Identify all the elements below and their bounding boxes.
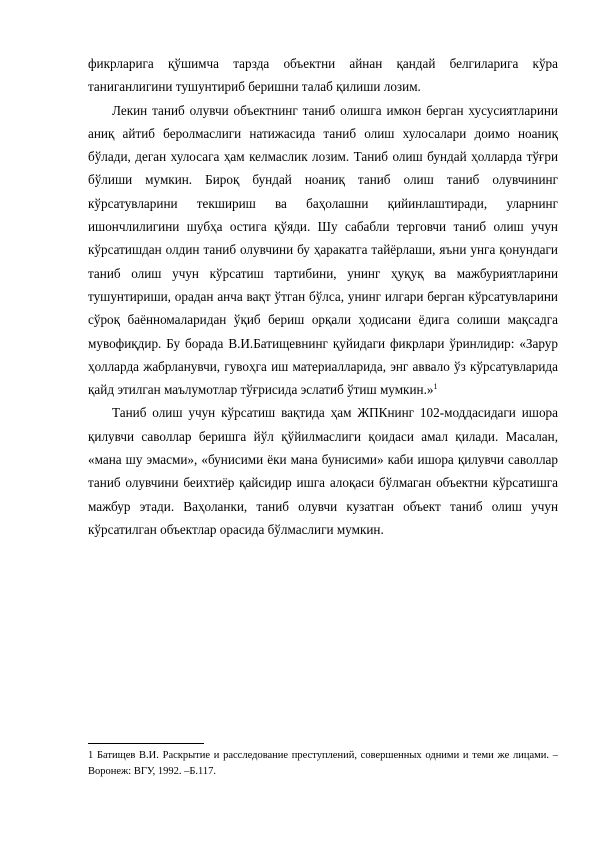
footnote-reference: 1 bbox=[433, 382, 438, 392]
footnote-number: 1 bbox=[88, 750, 94, 761]
paragraph-text: Лекин таниб олувчи объектнинг таниб олишга имкон берган хусусиятларини аниқ айтиб беролмаслиги натижасида таниб олиш хулосалари доимо ноаниқ бўлади, деган хулосага ҳам келмаслик лозим. Таниб олиш бундай ҳолларда тўғри бўлиши мумкин. Бироқ бундай ноаниқ таниб олиш таниб олувчининг кўрсатувларини текшириш ва баҳолашни қийинлаштиради, уларнинг ишончлилигини шубҳа остига қўяди. Шу сабабли терговчи таниб олиш учун кўрсатишдан олдин таниб олувчини бу ҳаракатга тайёрлаши, яъни унга қонундаги таниб олиш учун кўрсатиш тартибини, унинг ҳуқуқ ва мажбуриятларини тушунтириши, орадан анча вақт ўтган бўлса, унинг илгари берган кўрсатувларини сўроқ баённомаларидан ўқиб бериш орқали ҳодисани ёдига солиши мақсадга мувофиқдир. Бу борада В.И.Батищевнинг қуйидаги фикрлари ўринлидир: «Зарур ҳолларда жабрланувчи, гувоҳга иш материалларида, энг аввало ўз кўрсатувларида қайд этилган маълумотлар тўғрисида эслатиб ўтиш мумкин.» bbox=[88, 102, 558, 398]
paragraph-text: фикрларига қўшимча тарзда объектни айнан қандай белгиларига кўра таниганлигини тушунтириб беришни талаб қилиши лозим. bbox=[88, 56, 558, 95]
paragraph-text: Таниб олиш учун кўрсатиш вақтида ҳам ЖПКнинг 102-моддасидаги ишора қилувчи саволлар беришга йўл қўйилмаслиги қоидаси амал қилади. Масалан, «мана шу эмасми», «бунисими ёки мана бунисими» каби ишора қилувчи саволлар таниб олувчини беихтиёр қайсидир ишга алоқаси бўлмаган объектни кўрсатишга мажбур этади. Ваҳоланки, таниб олувчи кузатган объект таниб олиш учун кўрсатилган объектлар орасида бўлмаслиги мумкин. bbox=[88, 405, 558, 537]
paragraph-identification bbox=[88, 99, 558, 402]
document-body bbox=[88, 52, 558, 541]
footnote-separator bbox=[88, 743, 204, 744]
footnote-text: Батищев В.И. Раскрытие и расследование преступлений, совершенных одними и теми же лицами. – Воронеж: ВГУ, 1992. –Б.117. bbox=[88, 750, 559, 777]
paragraph-leading-questions bbox=[88, 401, 558, 541]
paragraph-continuation bbox=[88, 52, 558, 99]
footnote bbox=[88, 748, 558, 779]
